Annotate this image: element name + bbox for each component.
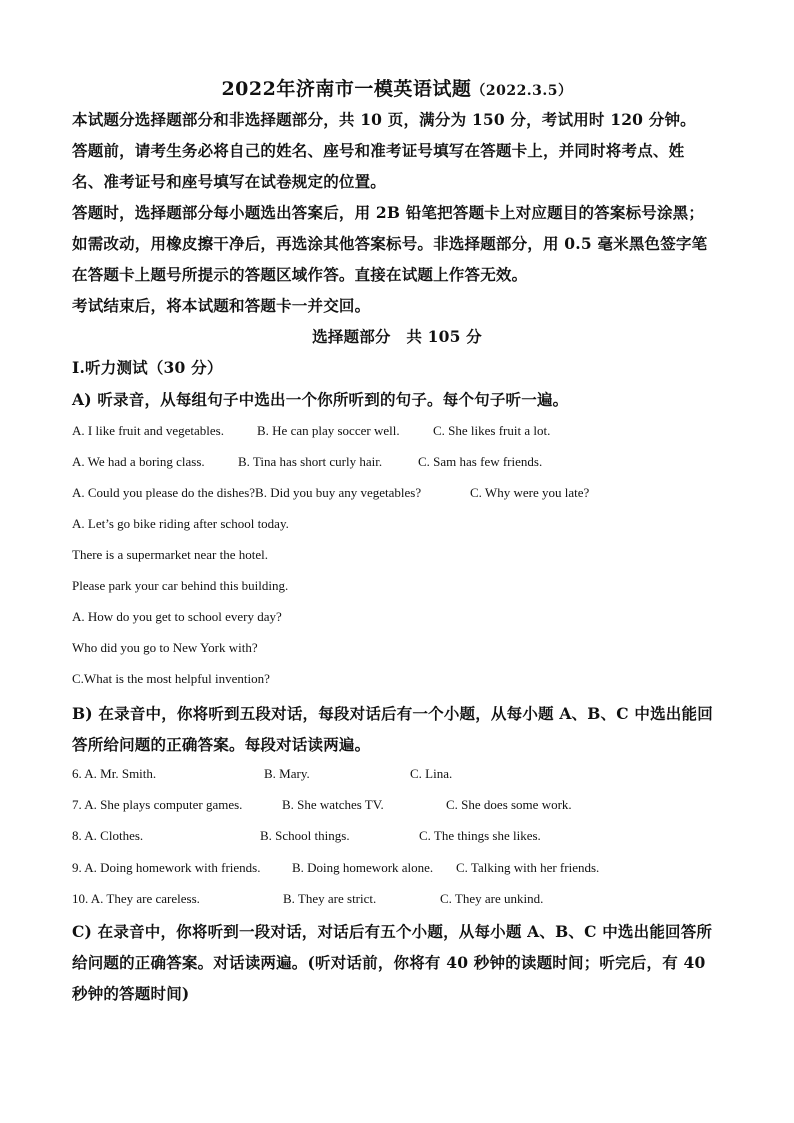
option-b: B. Doing homework alone. bbox=[292, 860, 434, 875]
option-a: 9. A. Doing homework with friends. bbox=[72, 860, 261, 875]
part-c-heading: 给问题的正确答案。对话读两遍。(听对话前，你将有 40 秒钟的读题时间；听完后，有 40 bbox=[72, 953, 706, 972]
part-b-heading: 答所给问题的正确答案。每段对话读两遍。 bbox=[72, 735, 371, 754]
instruction-line: 在答题卡上题号所提示的答题区域作答。直接在试题上作答无效。 bbox=[72, 265, 528, 284]
option-a: 8. A. Clothes. bbox=[72, 828, 144, 843]
option-c: C. She does some work. bbox=[446, 797, 572, 812]
option-c: C. Talking with her friends. bbox=[456, 860, 600, 875]
part-a-line: Who did you go to New York with? bbox=[72, 640, 258, 655]
option-b: B. She watches TV. bbox=[282, 797, 384, 812]
part-a-line: A. Let’s go bike riding after school today. bbox=[72, 516, 289, 531]
part-b-heading: B) 在录音中，你将听到五段对话，每段对话后有一个小题，从每小题 A、B、C 中选出能回 bbox=[72, 704, 713, 723]
option-a-b: A. Could you please do the dishes?B. Did you buy any vegetables? bbox=[72, 485, 422, 500]
option-b: B. He can play soccer well. bbox=[257, 423, 400, 438]
option-c: C. They are unkind. bbox=[440, 891, 544, 906]
part-a-heading: A) 听录音，从每组句子中选出一个你所听到的句子。每个句子听一遍。 bbox=[72, 390, 569, 409]
part-c-heading: C) 在录音中，你将听到一段对话，对话后有五个小题，从每小题 A、B、C 中选出能回答所 bbox=[72, 922, 713, 941]
instruction-line: 名、准考证号和座号填写在试卷规定的位置。 bbox=[72, 172, 387, 191]
section-heading: 选择题部分 共 105 分 bbox=[312, 327, 482, 346]
part-a-line: A. How do you get to school every day? bbox=[72, 609, 282, 624]
option-c: C. Sam has few friends. bbox=[418, 454, 543, 469]
option-b: B. Tina has short curly hair. bbox=[238, 454, 383, 469]
option-c: C. Lina. bbox=[410, 766, 453, 781]
option-a: A. I like fruit and vegetables. bbox=[72, 423, 224, 438]
part-a-line: C.What is the most helpful invention? bbox=[72, 671, 270, 686]
part1-heading: Ⅰ.听力测试（30 分） bbox=[72, 358, 223, 377]
exam-title bbox=[0, 74, 794, 101]
part-a-line: There is a supermarket near the hotel. bbox=[72, 547, 268, 562]
option-a: A. We had a boring class. bbox=[72, 454, 205, 469]
option-b: B. Mary. bbox=[264, 766, 310, 781]
exam-title-date: （2022.3.5） bbox=[471, 83, 573, 99]
option-a: 7. A. She plays computer games. bbox=[72, 797, 243, 812]
instruction-line: 答题时，选择题部分每小题选出答案后，用 2B 铅笔把答题卡上对应题目的答案标号涂黑； bbox=[72, 203, 705, 222]
option-c: C. The things she likes. bbox=[419, 828, 541, 843]
part-c-heading: 秒钟的答题时间) bbox=[72, 984, 190, 1003]
option-b: B. They are strict. bbox=[283, 891, 377, 906]
instruction-line: 如需改动，用橡皮擦干净后，再选涂其他答案标号。非选择题部分，用 0.5 毫米黑色签字笔 bbox=[72, 234, 708, 253]
option-c: C. Why were you late? bbox=[470, 485, 590, 500]
exam-title-main: 2022年济南市一模英语试题 bbox=[221, 78, 472, 100]
instruction-line: 答题前，请考生务必将自己的姓名、座号和准考证号填写在答题卡上，并同时将考点、姓 bbox=[72, 141, 685, 160]
option-a: 6. A. Mr. Smith. bbox=[72, 766, 157, 781]
option-a: 10. A. They are careless. bbox=[72, 891, 200, 906]
instruction-line: 考试结束后，将本试题和答题卡一并交回。 bbox=[72, 296, 371, 315]
option-b: B. School things. bbox=[260, 828, 350, 843]
instruction-line: 本试题分选择题部分和非选择题部分，共 10 页，满分为 150 分，考试用时 120 分钟。 bbox=[72, 110, 696, 129]
option-c: C. She likes fruit a lot. bbox=[433, 423, 551, 438]
part-a-line: Please park your car behind this building. bbox=[72, 578, 289, 593]
